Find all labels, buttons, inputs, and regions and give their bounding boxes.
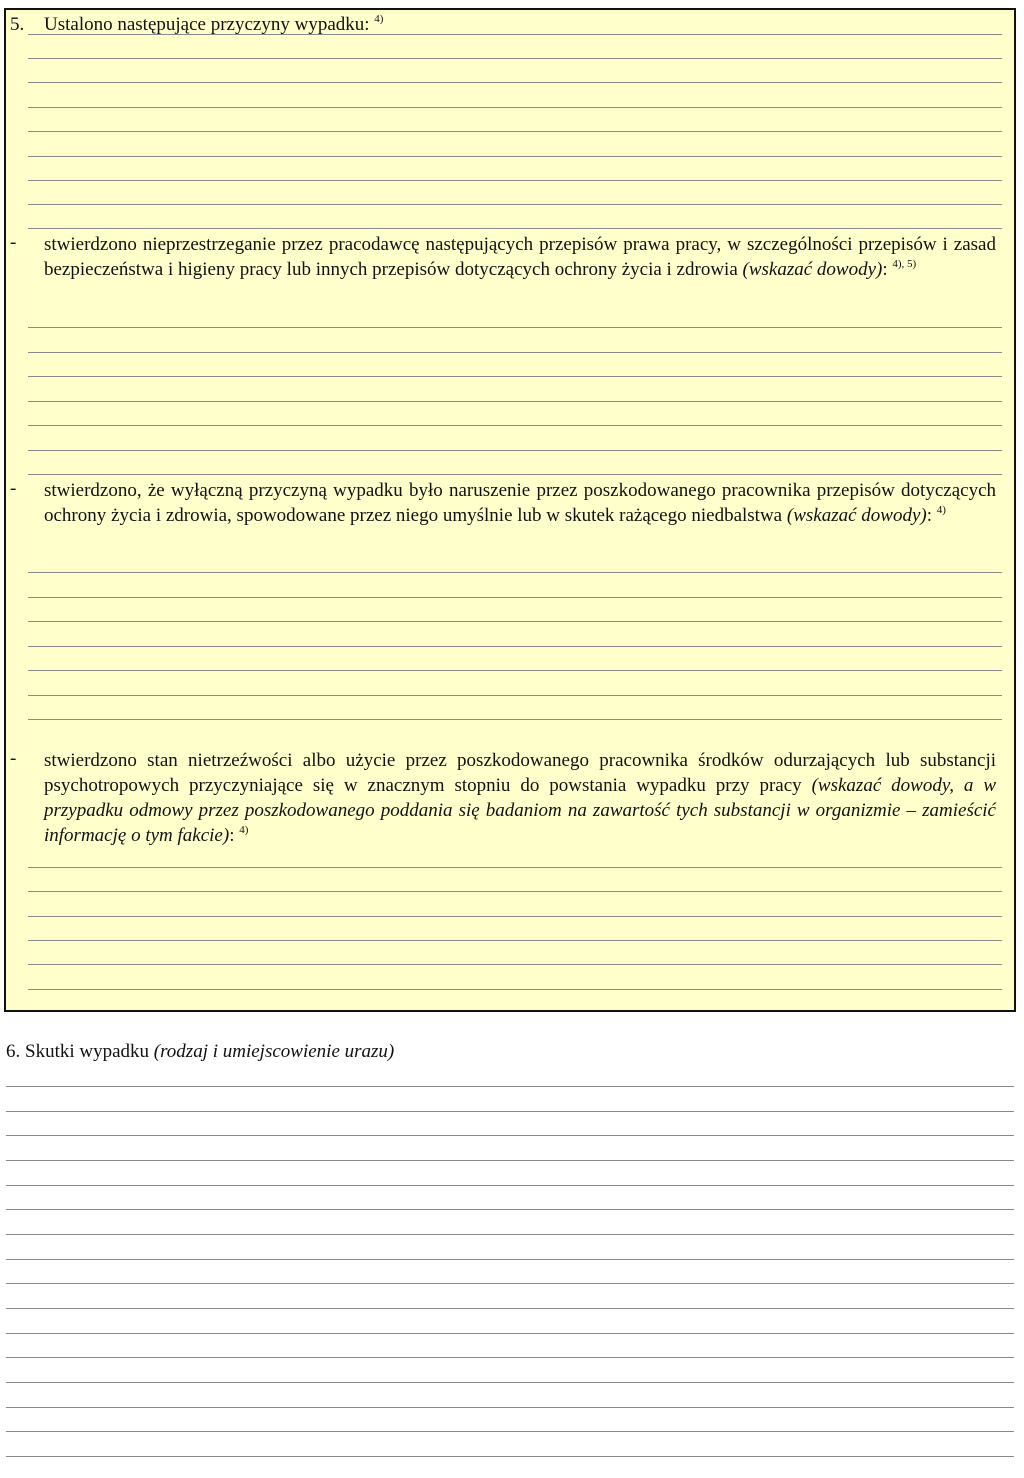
item-1-colon: : bbox=[882, 259, 888, 280]
item-1-dash: - bbox=[10, 232, 17, 253]
fill-line[interactable] bbox=[6, 1283, 1014, 1284]
section-6-title-text: 6. Skutki wypadku bbox=[6, 1041, 150, 1062]
fill-line[interactable] bbox=[28, 940, 1002, 941]
fill-line[interactable] bbox=[6, 1333, 1014, 1334]
fill-line[interactable] bbox=[6, 1086, 1014, 1087]
fill-line[interactable] bbox=[6, 1209, 1014, 1210]
item-2-italic: (wskazać dowody) bbox=[786, 505, 927, 526]
section-6-title-italic: (rodzaj i umiejscowienie urazu) bbox=[153, 1041, 395, 1062]
fill-line[interactable] bbox=[6, 1160, 1014, 1161]
item-3-paragraph bbox=[44, 748, 996, 851]
section-5-number: 5. bbox=[10, 14, 25, 35]
fill-line[interactable] bbox=[28, 695, 1002, 696]
fill-line[interactable] bbox=[6, 1456, 1014, 1457]
item-3-footnote: 4) bbox=[239, 824, 249, 836]
item-2-colon: : bbox=[926, 505, 932, 526]
section-5-footnote: 4) bbox=[374, 13, 384, 25]
fill-line[interactable] bbox=[28, 719, 1002, 720]
fill-line[interactable] bbox=[28, 597, 1002, 598]
section-6-title bbox=[6, 1041, 394, 1063]
section-5-box bbox=[4, 8, 1016, 1012]
item-2-dash: - bbox=[10, 478, 17, 499]
item-3-colon: : bbox=[229, 825, 235, 846]
fill-line[interactable] bbox=[28, 867, 1002, 868]
item-2-paragraph bbox=[44, 478, 996, 531]
fill-line[interactable] bbox=[28, 401, 1002, 402]
fill-line[interactable] bbox=[28, 425, 1002, 426]
fill-line[interactable] bbox=[28, 621, 1002, 622]
fill-line[interactable] bbox=[28, 376, 1002, 377]
item-3-text: stwierdzono stan nietrzeźwości albo użycie przez poszkodowanego pracownika środków odurzających lub substancji psychotropowych przyczyniające się w znacznym stopniu do powstania wypadku przy pracy bbox=[44, 750, 996, 796]
fill-line[interactable] bbox=[6, 1357, 1014, 1358]
fill-line[interactable] bbox=[6, 1185, 1014, 1186]
item-2-footnote: 4) bbox=[936, 504, 946, 516]
fill-line[interactable] bbox=[28, 352, 1002, 353]
fill-line[interactable] bbox=[28, 989, 1002, 990]
fill-line[interactable] bbox=[6, 1382, 1014, 1383]
fill-line[interactable] bbox=[28, 34, 1002, 35]
item-1-paragraph bbox=[44, 232, 996, 285]
fill-line[interactable] bbox=[6, 1431, 1014, 1432]
fill-line[interactable] bbox=[28, 131, 1002, 132]
item-1-italic: (wskazać dowody) bbox=[742, 259, 883, 280]
item-2-text: stwierdzono, że wyłączną przyczyną wypadku było naruszenie przez poszkodowanego pracownika przepisów dotyczących ochrony życia i zdrowia, spowodowane przez niego umyślnie lub w skutek rażącego niedbalstwa bbox=[44, 480, 996, 526]
fill-line[interactable] bbox=[28, 646, 1002, 647]
fill-line[interactable] bbox=[6, 1111, 1014, 1112]
fill-line[interactable] bbox=[28, 228, 1002, 229]
fill-line[interactable] bbox=[28, 327, 1002, 328]
fill-line[interactable] bbox=[28, 450, 1002, 451]
fill-line[interactable] bbox=[28, 58, 1002, 59]
item-3-dash: - bbox=[10, 748, 17, 769]
fill-line[interactable] bbox=[28, 180, 1002, 181]
fill-line[interactable] bbox=[6, 1135, 1014, 1136]
fill-line[interactable] bbox=[28, 204, 1002, 205]
fill-line[interactable] bbox=[28, 572, 1002, 573]
fill-line[interactable] bbox=[6, 1407, 1014, 1408]
fill-line[interactable] bbox=[28, 107, 1002, 108]
section-5-title bbox=[44, 14, 383, 36]
fill-line[interactable] bbox=[28, 891, 1002, 892]
item-3-italic: (wskazać dowody, a w przypadku odmowy przez poszkodowanego poddania się badaniom na zawartość tych substancji w organizmie – zamieścić informację o tym fakcie) bbox=[44, 775, 996, 846]
fill-line[interactable] bbox=[28, 474, 1002, 475]
item-1-text: stwierdzono nieprzestrzeganie przez pracodawcę następujących przepisów prawa pracy, w szczególności przepisów i zasad bezpieczeństwa i higieny pracy lub innych przepisów dotyczących ochrony życia i zdrowia bbox=[44, 234, 996, 280]
fill-line[interactable] bbox=[6, 1308, 1014, 1309]
fill-line[interactable] bbox=[6, 1234, 1014, 1235]
fill-line[interactable] bbox=[6, 1259, 1014, 1260]
fill-line[interactable] bbox=[28, 156, 1002, 157]
fill-line[interactable] bbox=[28, 916, 1002, 917]
fill-line[interactable] bbox=[28, 964, 1002, 965]
fill-line[interactable] bbox=[28, 82, 1002, 83]
section-5-title-text: Ustalono następujące przyczyny wypadku: bbox=[44, 14, 370, 35]
fill-line[interactable] bbox=[28, 670, 1002, 671]
item-1-footnote: 4), 5) bbox=[892, 258, 917, 270]
